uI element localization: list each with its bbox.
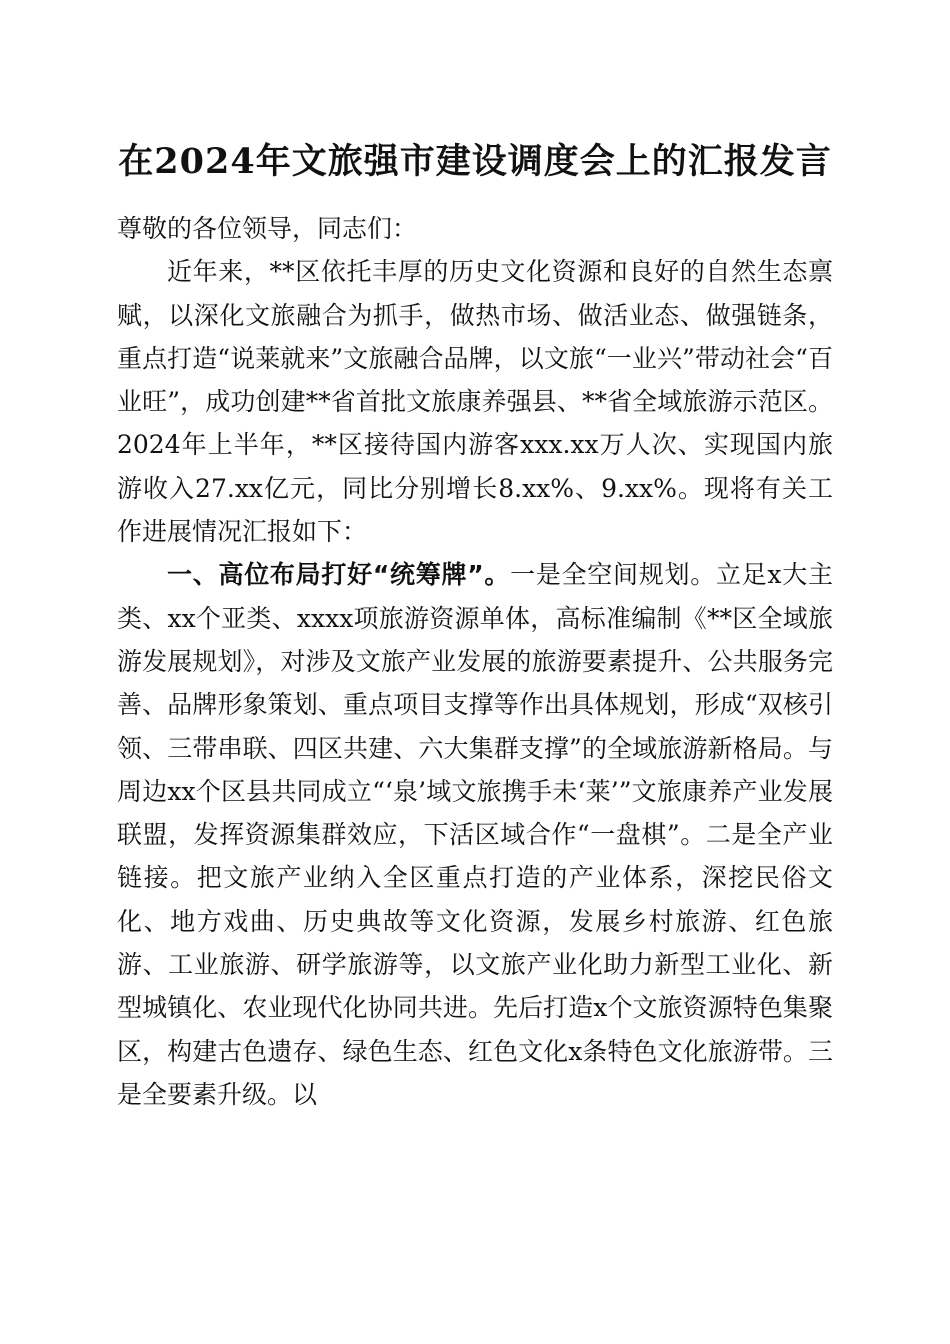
section-heading: 一、高位布局打好“统筹牌”。 — [167, 560, 511, 590]
salutation: 尊敬的各位领导，同志们： — [117, 214, 418, 243]
paragraph-intro — [117, 250, 833, 553]
paragraph-section-1 — [117, 553, 833, 1116]
paragraph-text: 近年来，**区依托丰厚的历史文化资源和良好的自然生态禀赋，以深化文旅融合为抓手，做热市场、做活业态、做强链条，重点打造“说莱就来”文旅融合品牌，以文旅“一业兴”带动社会“百业旺”，成功创建**省首批文旅康养强县、**省全域旅游示范区。2024年上半年，**区接待国内游客xxx.xx万人次、实现国内旅游收入27.xx亿元，同比分别增长8.xx%、9.xx%。现将有关工作进展情况汇报如下： — [117, 257, 833, 547]
paragraph-text: 一是全空间规划。立足x大主类、xx个亚类、xxxx项旅游资源单体，高标准编制《**区全域旅游发展规划》，对涉及文旅产业发展的旅游要素提升、公共服务完善、品牌形象策划、重点项目支撑等作出具体规划，形成“双核引领、三带串联、四区共建、六大集群支撑”的全域旅游新格局。与周边xx个区县共同成立“‘泉’域文旅携手未‘莱’”文旅康养产业发展联盟，发挥资源集群效应，下活区域合作“一盘棋”。二是全产业链接。把文旅产业纳入全区重点打造的产业体系，深挖民俗文化、地方戏曲、历史典故等文化资源，发展乡村旅游、红色旅游、工业旅游、研学旅游等，以文旅产业化助力新型工业化、新型城镇化、农业现代化协同共进。先后打造x个文旅资源特色集聚区，构建古色遗存、绿色生态、红色文化x条特色文化旅游带。三是全要素升级。以 — [117, 560, 833, 1109]
document-title: 在2024年文旅强市建设调度会上的汇报发言 — [118, 141, 832, 182]
document-body — [117, 207, 833, 1116]
